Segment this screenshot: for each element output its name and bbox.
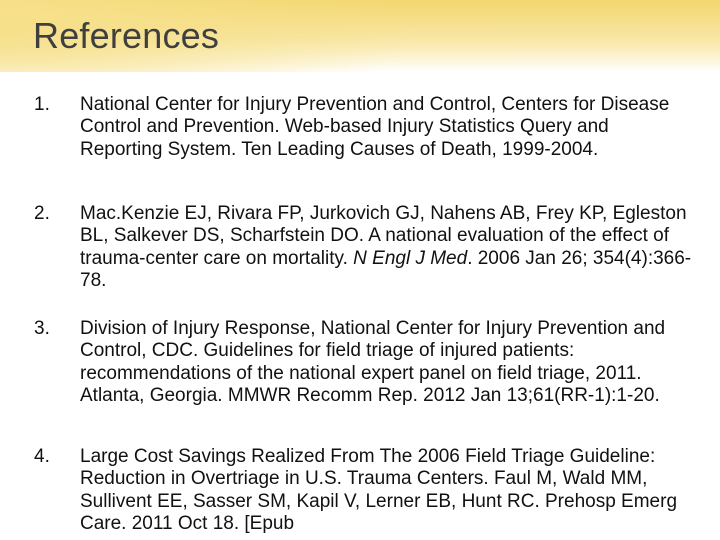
reference-number: 1. <box>34 94 50 115</box>
journal-name: N Engl J Med <box>353 247 468 269</box>
title-banner <box>0 0 720 72</box>
reference-number: 2. <box>34 203 50 224</box>
reference-citation: . 2006 Jan 26; 354(4):366-78. <box>80 247 692 292</box>
page-title: References <box>33 15 220 56</box>
reference-text: Large Cost Savings Realized From The 2006 Field Triage Guideline: Reduction in Overtriage in U.S. Trauma Centers. Faul M, Wald MM, Sullivent EE, Sasser SM, Kapil V, Lerner EB, Hunt RC. Prehosp Emerg Care. 2011 Oct 18. [Epub <box>80 446 678 535</box>
reference-number: 4. <box>34 446 50 467</box>
reference-text-main: Mac.Kenzie EJ, Rivara FP, Jurkovich GJ, Nahens AB, Frey KP, Egleston BL, Salkever DS, Scharfstein DO. A national evaluation of the effect of trauma-center care on mortality. <box>80 203 687 269</box>
reference-text: Division of Injury Response, National Center for Injury Prevention and Control, CDC. Guidelines for field triage of injured patients: recommendations of the national expert panel on field triage, 2011. Atlanta, Georgia. MMWR Recomm Rep. 2012 Jan 13;61(RR-1):1-20. <box>80 318 666 407</box>
reference-number: 3. <box>34 318 50 339</box>
reference-text: National Center for Injury Prevention and Control, Centers for Disease Control and Prevention. Web-based Injury Statistics Query and Reporting System. Ten Leading Causes of Death, 1999-2004. <box>80 94 670 160</box>
reference-text <box>80 203 692 293</box>
